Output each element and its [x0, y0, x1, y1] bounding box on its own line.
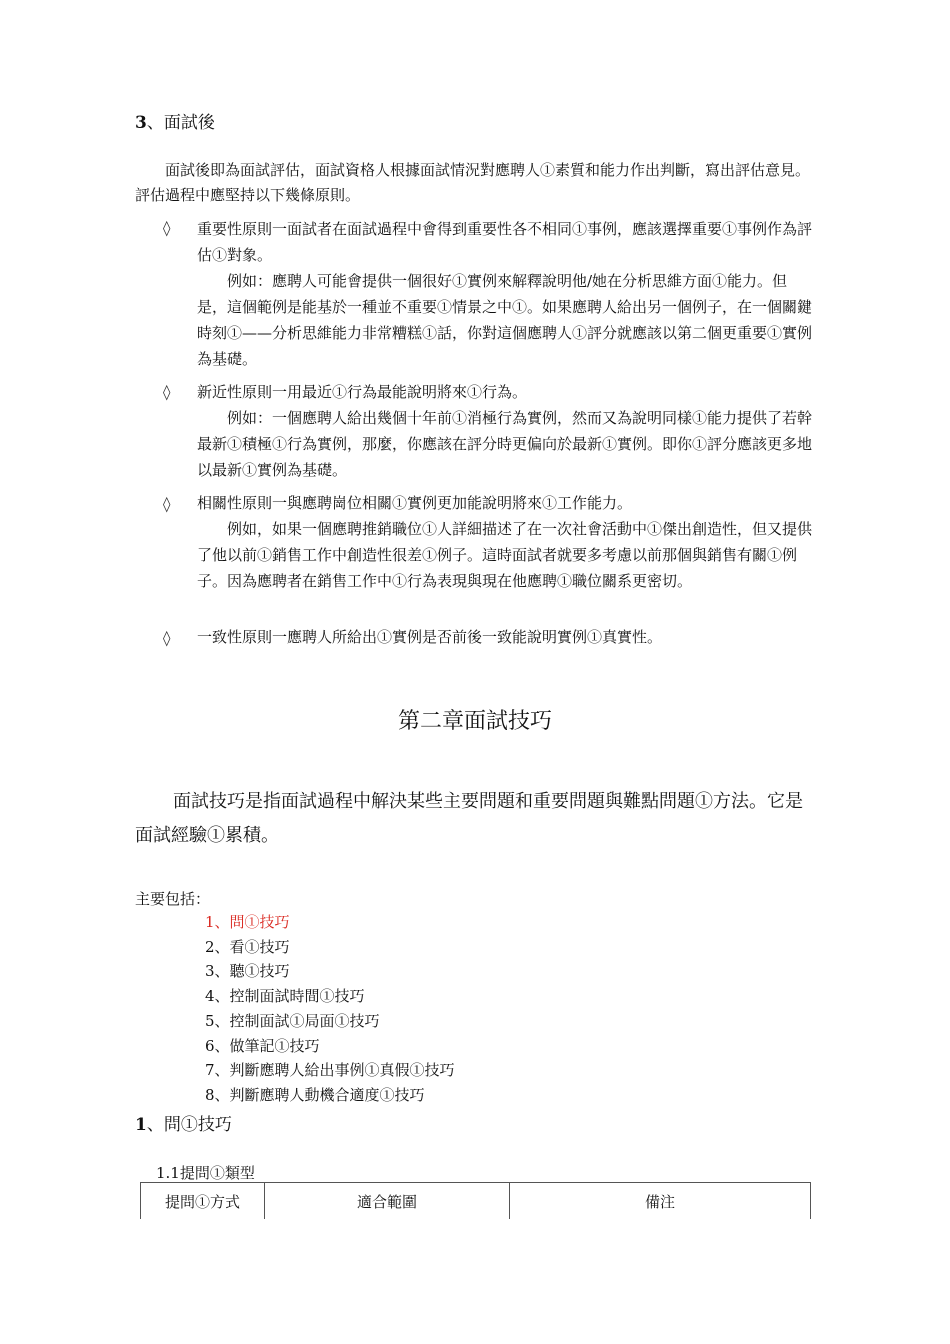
section-number: 1 [135, 1115, 147, 1135]
table-header-cell: 備注 [510, 1183, 811, 1220]
skill-item: 5、控制面試①局面①技巧 [205, 1011, 380, 1030]
section-heading [135, 108, 215, 133]
bullet-diamond-icon: ◊ [163, 629, 171, 647]
subsection-heading: 1.1提問①類型 [156, 1164, 255, 1182]
principle-item [197, 216, 817, 372]
section-number: 3 [135, 113, 147, 133]
chapter-title: 第二章面試技巧 [397, 709, 552, 734]
principle-text: 相關性原則一與應聘崗位相關①實例更加能說明將來①工作能力。 [197, 494, 633, 512]
skill-item: 2、看①技巧 [205, 937, 290, 956]
skills-list [205, 910, 455, 1108]
skill-item: 1、問①技巧 [205, 913, 290, 931]
skill-item: 4、控制面試時間①技巧 [205, 987, 365, 1006]
principle-text: 新近性原則一用最近①行為最能說明將來①行為。 [197, 383, 528, 401]
skill-item: 8、判斷應聘人動機合適度①技巧 [205, 1085, 425, 1104]
bullet-diamond-icon: ◊ [163, 495, 171, 513]
intro-paragraph: 面試後即為面試評估，面試資格人根據面試情況對應聘人①素質和能力作出判斷，寫出評估意見。評估過程中應堅持以下幾條原則。 [135, 161, 811, 204]
table-header-cell: 提問①方式 [141, 1183, 265, 1220]
bullet-diamond-icon: ◊ [163, 219, 171, 237]
principle-example: 例如，如果一個應聘推銷職位①人詳細描述了在一次社會活動中①傑出創造性，但又提供了他以前①銷售工作中創造性很差①例子。這時面試者就要多考慮以前那個與銷售有關①例子。因為應聘者在銷售工作中①行為表現與現在他應聘①職位關系更密切。 [197, 520, 813, 590]
chapter-intro: 面試技巧是指面試過程中解決某些主要問題和重要問題與難點問題①方法。它是面試經驗①累積。 [135, 791, 803, 846]
question-types-table [140, 1182, 811, 1219]
principle-example: 例如：一個應聘人給出幾個十年前①消極行為實例，然而又為說明同樣①能力提供了若幹最新①積極①行為實例，那麼，你應該在評分時更偏向於最新①實例。即你①評分應該更多地以最新①實例為基礎。 [197, 409, 813, 479]
principle-item [197, 379, 817, 483]
principle-text: 一致性原則一應聘人所給出①實例是否前後一致能說明實例①真實性。 [197, 628, 663, 646]
main-label: 主要包括： [135, 890, 211, 908]
section-title: 、問①技巧 [146, 1115, 232, 1135]
skill-item: 3、聽①技巧 [205, 962, 290, 981]
principle-item [197, 624, 817, 650]
skill-item: 7、判斷應聘人給出事例①真假①技巧 [205, 1061, 455, 1080]
principle-example: 例如：應聘人可能會提供一個很好①實例來解釋說明他/她在分析思維方面①能力。但是，這個範例是能基於一種並不重要①情景之中①。如果應聘人給出另一個例子，在一個關鍵時刻①——分析思維能力非常糟糕①話，你對這個應聘人①評分就應該以第二個更重要①實例為基礎。 [197, 272, 813, 368]
table-header-cell: 適合範圍 [265, 1183, 510, 1220]
principle-text: 重要性原則一面試者在面試過程中會得到重要性各不相同①事例，應該選擇重要①事例作為評估①對象。 [197, 220, 813, 264]
table-header-row [141, 1183, 811, 1220]
section-heading [135, 1110, 232, 1135]
skill-item: 6、做筆記①技巧 [205, 1036, 320, 1055]
principle-item [197, 490, 817, 594]
section-title: 、面試後 [146, 113, 215, 133]
bullet-diamond-icon: ◊ [163, 383, 171, 401]
